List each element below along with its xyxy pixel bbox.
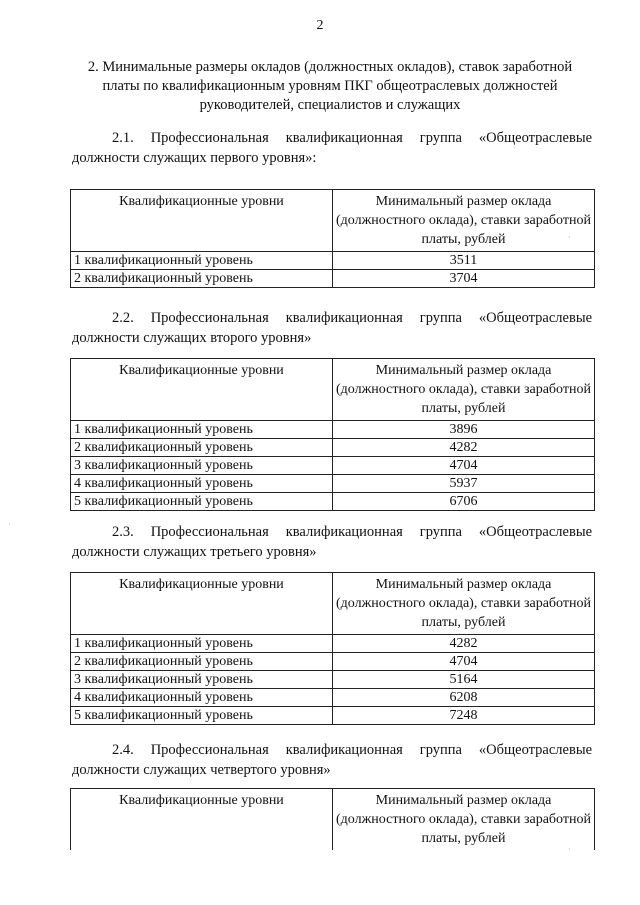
value-cell: 3511 bbox=[333, 252, 595, 270]
section-heading: 2. Минимальные размеры окладов (должностных окладов), ставок заработной платы по квалификационным уровням ПКГ общеотраслевых должностей руководителей, специалистов и служащих bbox=[87, 59, 573, 113]
subsection-title-continuation: должности служащих второго уровня» bbox=[72, 330, 312, 346]
header-levels: Квалификационные уровни bbox=[71, 190, 333, 252]
header-levels: Квалификационные уровни bbox=[71, 359, 333, 421]
level-cell: 3 квалификационный уровень bbox=[71, 457, 333, 475]
subsection-title-continuation: должности служащих четвертого уровня» bbox=[72, 762, 331, 778]
page-number: 2 bbox=[316, 18, 324, 33]
header-levels: Квалификационные уровни bbox=[71, 789, 333, 851]
table-row bbox=[71, 671, 595, 689]
value-cell: 6706 bbox=[333, 493, 595, 511]
level-cell: 4 квалификационный уровень bbox=[71, 689, 333, 707]
level-cell: 2 квалификационный уровень bbox=[71, 653, 333, 671]
table-row bbox=[71, 421, 595, 439]
table-header-row bbox=[71, 190, 595, 252]
value-cell: 7248 bbox=[333, 707, 595, 725]
value-cell: 4704 bbox=[333, 457, 595, 475]
subsection-2-2 bbox=[72, 308, 592, 348]
level-cell: 3 квалификационный уровень bbox=[71, 671, 333, 689]
level-cell: 5 квалификационный уровень bbox=[71, 493, 333, 511]
value-cell: 3896 bbox=[333, 421, 595, 439]
subsection-2-4 bbox=[72, 740, 592, 780]
salary-table-2-4 bbox=[70, 788, 595, 850]
value-cell: 6208 bbox=[333, 689, 595, 707]
subsection-title: 2.3. Профессиональная квалификационная группа «Общеотраслевые bbox=[112, 524, 592, 540]
level-cell: 2 квалификационный уровень bbox=[71, 439, 333, 457]
subsection-2-1 bbox=[72, 128, 592, 168]
table-row bbox=[71, 475, 595, 493]
table-row bbox=[71, 270, 595, 288]
subsection-title: 2.1. Профессиональная квалификационная группа «Общеотраслевые bbox=[112, 130, 592, 146]
level-cell: 1 квалификационный уровень bbox=[71, 635, 333, 653]
table-row bbox=[71, 439, 595, 457]
table-row bbox=[71, 457, 595, 475]
subsection-2-3 bbox=[72, 522, 592, 562]
subsection-title-continuation: должности служащих первого уровня»: bbox=[72, 150, 317, 166]
scan-speck: · bbox=[568, 233, 571, 242]
subsection-title: 2.4. Профессиональная квалификационная группа «Общеотраслевые bbox=[112, 742, 592, 758]
header-salary: Минимальный размер оклада (должностного оклада), ставки заработной платы, рублей bbox=[333, 573, 595, 635]
subsection-title-continuation: должности служащих третьего уровня» bbox=[72, 544, 317, 560]
table-row bbox=[71, 493, 595, 511]
table-header-row bbox=[71, 359, 595, 421]
header-salary: Минимальный размер оклада (должностного оклада), ставки заработной платы, рублей bbox=[333, 190, 595, 252]
salary-table-2-2 bbox=[70, 358, 595, 511]
value-cell: 5164 bbox=[333, 671, 595, 689]
scan-speck: · bbox=[568, 845, 571, 854]
header-levels: Квалификационные уровни bbox=[71, 573, 333, 635]
level-cell: 1 квалификационный уровень bbox=[71, 421, 333, 439]
salary-table-2-3 bbox=[70, 572, 595, 725]
level-cell: 4 квалификационный уровень bbox=[71, 475, 333, 493]
value-cell: 4282 bbox=[333, 439, 595, 457]
header-salary: Минимальный размер оклада (должностного оклада), ставки заработной платы, рублей bbox=[333, 359, 595, 421]
header-salary: Минимальный размер оклада (должностного оклада), ставки заработной платы, рублей bbox=[333, 789, 595, 851]
level-cell: 1 квалификационный уровень bbox=[71, 252, 333, 270]
table-row bbox=[71, 707, 595, 725]
level-cell: 2 квалификационный уровень bbox=[71, 270, 333, 288]
level-cell: 5 квалификационный уровень bbox=[71, 707, 333, 725]
subsection-title: 2.2. Профессиональная квалификационная группа «Общеотраслевые bbox=[112, 310, 592, 326]
table-header-row bbox=[71, 789, 595, 851]
value-cell: 5937 bbox=[333, 475, 595, 493]
table-row bbox=[71, 635, 595, 653]
table-row bbox=[71, 252, 595, 270]
value-cell: 3704 bbox=[333, 270, 595, 288]
scan-speck: · bbox=[8, 520, 11, 529]
table-row bbox=[71, 689, 595, 707]
value-cell: 4282 bbox=[333, 635, 595, 653]
table-header-row bbox=[71, 573, 595, 635]
salary-table-2-1 bbox=[70, 189, 595, 288]
table-row bbox=[71, 653, 595, 671]
value-cell: 4704 bbox=[333, 653, 595, 671]
